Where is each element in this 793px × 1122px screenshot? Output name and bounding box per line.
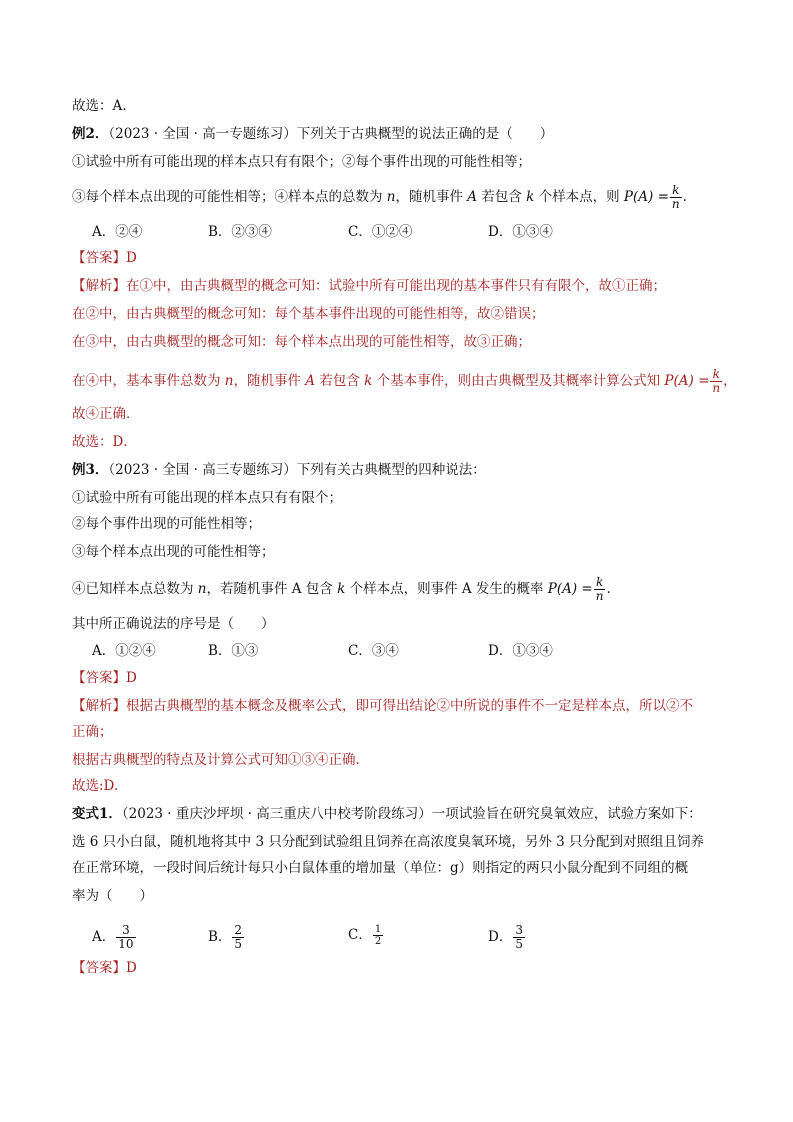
- example2-answer: 【答案】D: [72, 250, 137, 266]
- fraction-k-over-n: [594, 576, 606, 603]
- text: ，随机事件: [395, 189, 468, 205]
- example2-analysis-3: 在③中，由古典概型的概念可知：每个样本点出现的可能性相等，故③正确；: [72, 334, 531, 350]
- example2-conclusion: 故选：D．: [72, 434, 137, 450]
- example2-analysis-1: 【解析】在①中，由古典概型的概念可知：试验中所有可能出现的基本事件只有有限个，故①正确；: [72, 278, 666, 294]
- choice-a: [92, 924, 137, 951]
- numerator: 1: [374, 924, 382, 935]
- example3-question: 其中所正确说法的序号是（ ）: [72, 616, 275, 632]
- choice-c: C．①②④: [348, 224, 413, 240]
- example3-analysis-2: 正确；: [72, 724, 113, 740]
- choice-d: D．①③④: [488, 224, 553, 240]
- choice-label: D．: [488, 929, 513, 945]
- choice-d: D．①③④: [488, 643, 553, 659]
- variant1-answer: 【答案】D: [72, 960, 137, 976]
- choice-c: [348, 924, 384, 947]
- text: ③每个样本点出现的可能性相等；④样本点的总数为: [72, 189, 387, 205]
- text: ，: [723, 373, 737, 389]
- text: 若包含: [315, 373, 365, 389]
- text: .: [606, 581, 611, 597]
- text: ，若随机事件 A 包含: [206, 581, 338, 597]
- var-n: n: [197, 581, 207, 597]
- text: 个样本点，则事件 A 发生的概率: [345, 581, 548, 597]
- example2-statement-2: [72, 184, 733, 211]
- text: ④已知样本点总数为: [72, 581, 198, 597]
- example2-analysis-2: 在②中，由古典概型的概念可知：每个基本事件出现的可能性相等，故②错误；: [72, 306, 545, 322]
- probability-expr: P(A) =: [623, 189, 669, 205]
- numerator: 3: [116, 924, 135, 938]
- example3-analysis-3: 根据古典概型的特点及计算公式可知①③④正确.: [72, 752, 360, 768]
- example2-source: （2023 · 全国 · 高一专题练习）下列关于古典概型的说法正确的是（ ）: [108, 126, 554, 142]
- choice-label: B．: [208, 929, 232, 945]
- denominator: 10: [118, 937, 134, 951]
- numerator: k: [594, 576, 606, 590]
- var-n: n: [224, 373, 234, 389]
- text: ，随机事件: [233, 373, 306, 389]
- variant1-line-4: 率为（ ）: [72, 888, 153, 904]
- example3-conclusion: 故选:D.: [72, 778, 119, 794]
- denominator: 5: [515, 937, 523, 951]
- fraction-k-over-n: [670, 184, 682, 211]
- choice-c: C．③④: [348, 643, 399, 659]
- previous-conclusion: 故选：A.: [72, 98, 127, 114]
- text: 在④中，基本事件总数为: [72, 373, 225, 389]
- denominator: 5: [234, 937, 243, 951]
- example3-answer: 【答案】D: [72, 670, 137, 686]
- var-a: A: [467, 189, 478, 205]
- numerator: 2: [234, 923, 243, 937]
- denominator: n: [712, 381, 721, 395]
- denominator: n: [595, 589, 604, 603]
- example3-label: 例3．: [72, 462, 109, 478]
- choice-b: [208, 924, 245, 951]
- choice-d: [488, 924, 526, 951]
- choice-fraction: [373, 924, 383, 947]
- choice-a: A．①②④: [92, 643, 156, 659]
- example2-analysis-5: 故④正确．: [72, 406, 140, 422]
- text: 个基本事件，则由古典概型及其概率计算公式知: [372, 373, 665, 389]
- example2-label: 例2．: [72, 126, 109, 142]
- probability-expr: P(A) =: [547, 581, 593, 597]
- text: .: [682, 189, 687, 205]
- example3-source: （2023 · 全国 · 高三专题练习）下列有关古典概型的四种说法：: [108, 462, 486, 478]
- choice-fraction: [116, 924, 135, 951]
- numerator: k: [670, 184, 682, 198]
- example3-analysis-1: 【解析】根据古典概型的基本概念及概率公式，即可得出结论②中所说的事件不一定是样本点，所以②不: [72, 698, 693, 714]
- variant1-line-3: 在正常环境，一段时间后统计每只小白鼠体重的增加量（单位：g）则指定的两只小鼠分配到不同组的概: [72, 860, 689, 876]
- example2-analysis-4: [72, 367, 737, 395]
- choice-fraction: [513, 924, 525, 951]
- var-k: k: [526, 189, 535, 205]
- numerator: 3: [515, 923, 523, 937]
- choice-label: C．: [348, 927, 372, 943]
- probability-expr: P(A) =: [664, 373, 710, 389]
- choice-fraction: [232, 924, 244, 951]
- example3-statement-2: ②每个事件出现的可能性相等；: [72, 516, 261, 532]
- example3-statement-4: [72, 576, 733, 603]
- text: 若包含: [477, 189, 527, 205]
- choice-b: B．②③④: [208, 224, 272, 240]
- var-k: k: [364, 373, 373, 389]
- example3-title: [72, 460, 733, 480]
- choice-b: B．①③: [208, 643, 259, 659]
- example3-statement-3: ③每个样本点出现的可能性相等；: [72, 544, 275, 560]
- variant1-label: 变式1．: [72, 806, 122, 822]
- variant1-line-2: 选 6 只小白鼠，随机地将其中 3 只分配到试验组且饲养在高浓度臭氧环境，另外 3 只分配到对照组且饲养: [72, 834, 705, 850]
- variant1-choices: [92, 916, 592, 952]
- example2-title: [72, 124, 733, 144]
- var-a: A: [305, 373, 316, 389]
- denominator: 2: [374, 936, 382, 947]
- choice-label: A．: [92, 929, 116, 945]
- example2-statement-1: ①试验中所有可能出现的样本点只有有限个；②每个事件出现的可能性相等；: [72, 154, 531, 170]
- var-n: n: [386, 189, 396, 205]
- choice-a: A．②④: [92, 224, 143, 240]
- variant1-source: （2023 · 重庆沙坪坝 · 高三重庆八中校考阶段练习）一项试验旨在研究臭氧效应，试验方案如下：: [121, 806, 702, 822]
- text: 个样本点，则: [534, 189, 624, 205]
- var-k: k: [337, 581, 346, 597]
- variant1-title: [72, 804, 733, 824]
- fraction-k-over-n: [710, 368, 722, 395]
- example3-statement-1: ①试验中所有可能出现的样本点只有有限个；: [72, 490, 342, 506]
- numerator: k: [710, 368, 722, 382]
- denominator: n: [671, 197, 680, 211]
